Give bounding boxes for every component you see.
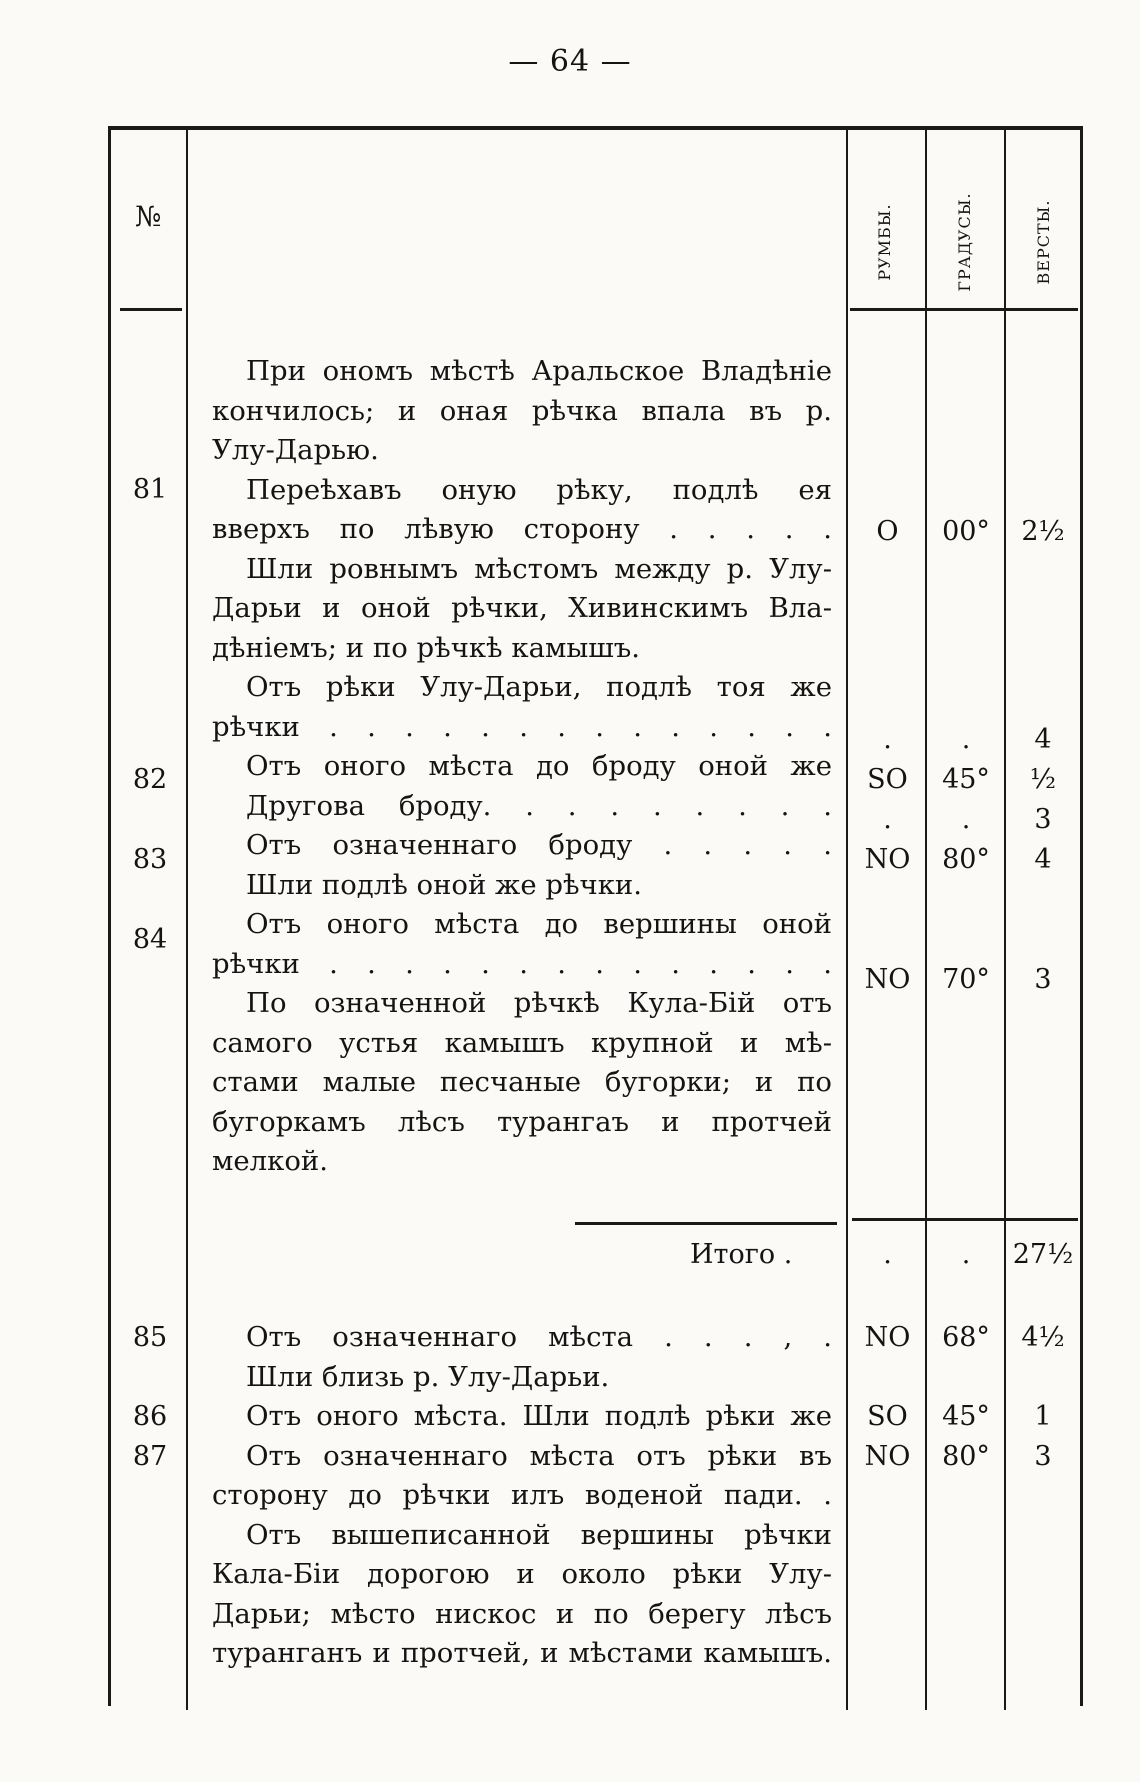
versty-column-header: ВЕРСТЫ. — [1034, 199, 1053, 285]
versty-cell: ½ — [1029, 764, 1057, 795]
total-rule-right — [852, 1218, 1078, 1221]
text-line: рѣчки . . . . . . . . . . . . . . — [212, 710, 832, 743]
grad-cell: 45° — [942, 1401, 990, 1432]
left-border — [108, 126, 111, 1706]
text-line: мелкой. — [212, 1145, 328, 1177]
text-line: вверхъ по лѣвую сторону . . . . . — [212, 513, 832, 545]
grad-cell: . — [961, 804, 971, 835]
grad-cell: 80° — [942, 844, 990, 875]
text-line: Кала-Біи дорогою и около рѣки Улу- — [212, 1558, 832, 1590]
versty-cell: 4 — [1034, 844, 1052, 875]
text-line: Отъ означеннаго мѣста отъ рѣки въ — [246, 1439, 832, 1472]
rumb-cell: SO — [867, 1401, 908, 1432]
grad-cell: 80° — [942, 1441, 990, 1472]
header-rule-right — [850, 308, 1078, 311]
text-line: Отъ означеннаго мѣста . . . , . — [246, 1321, 832, 1353]
total-label: Итого . — [690, 1239, 793, 1270]
total-grad: . — [961, 1239, 971, 1270]
text-line: бугоркамъ лѣсъ турангаъ и протчей — [212, 1105, 832, 1138]
text-line: Отъ означеннаго броду . . . . . — [246, 829, 832, 861]
row-number: 83 — [132, 844, 168, 875]
text-line: Отъ оного мѣста до вершины оной — [246, 908, 832, 940]
rumb-cell: . — [883, 804, 892, 835]
text-line: Шли подлѣ оной же рѣчки. — [246, 868, 642, 901]
text-line: кончилось; и оная рѣчка впала въ р. — [212, 394, 832, 427]
versty-cell: 3 — [1034, 1441, 1052, 1472]
number-column-divider — [186, 130, 188, 1710]
page-number: — 64 — — [508, 44, 632, 79]
versty-cell: 4 — [1034, 724, 1052, 755]
text-line: сторону до рѣчки илъ воденой пади. . — [212, 1479, 832, 1511]
row-number: 82 — [132, 764, 168, 795]
grad-cell: . — [961, 724, 971, 755]
text-line: дѣніемъ; и по рѣчкѣ камышъ. — [212, 631, 641, 664]
text-line: туранганъ и протчей, и мѣстами камышъ. — [212, 1637, 832, 1669]
number-column-header: № — [135, 200, 162, 233]
text-line: стами малые песчаные бугорки; и по — [212, 1066, 832, 1098]
text-block-first — [212, 352, 832, 1182]
rumb-cell: NO — [864, 844, 911, 875]
rumby-column-header: РУМБЫ. — [875, 203, 894, 281]
text-line: Шли близь р. Улу-Дарьи. — [246, 1360, 610, 1393]
rumb-cell: NO — [864, 1441, 911, 1472]
rumb-cell: NO — [864, 964, 911, 995]
text-line: Улу-Дарью. — [212, 434, 379, 466]
rumb-cell: SO — [867, 764, 908, 795]
row-number: 84 — [132, 924, 168, 955]
text-line: По означенной рѣчкѣ Кула-Бій отъ — [246, 987, 832, 1019]
text-line: Отъ оного мѣста. Шли подлѣ рѣки же — [246, 1400, 832, 1432]
total-versty: 27½ — [1012, 1239, 1074, 1270]
row-number: 81 — [132, 474, 168, 505]
versty-cell: 3 — [1034, 804, 1052, 835]
rumb-cell: O — [876, 516, 899, 547]
text-block-second — [212, 1318, 832, 1674]
total-rumb: . — [883, 1239, 892, 1270]
text-line: Другова броду. . . . . . . . . — [246, 789, 832, 822]
rumb-cell: . — [883, 724, 892, 755]
grad-cell: 00° — [942, 516, 990, 547]
total-rule-text — [575, 1222, 837, 1225]
text-line: самого устья камышъ крупной и мѣ- — [212, 1026, 832, 1059]
row-number: 87 — [132, 1441, 168, 1472]
text-line: Отъ рѣки Улу-Дарьи, подлѣ тоя же — [246, 671, 832, 703]
text-column-divider — [846, 130, 848, 1710]
right-border — [1080, 126, 1083, 1706]
text-line: Шли ровнымъ мѣстомъ между р. Улу- — [246, 552, 832, 585]
versty-cell: 2½ — [1021, 516, 1065, 547]
versty-cell: 4½ — [1021, 1322, 1065, 1353]
row-number: 86 — [132, 1401, 168, 1432]
versty-cell: 1 — [1034, 1401, 1052, 1432]
row-number: 85 — [132, 1322, 168, 1353]
text-line: Дарьи и оной рѣчки, Хивинскимъ Вла- — [212, 592, 832, 624]
grad-cell: 68° — [942, 1322, 990, 1353]
text-line: При ономъ мѣстѣ Аральское Владѣніе — [246, 355, 832, 387]
text-line: Переѣхавъ оную рѣку, подлѣ ея — [246, 473, 832, 506]
header-rule-number — [120, 308, 182, 311]
versty-cell: 3 — [1034, 964, 1052, 995]
rumb-cell: NO — [864, 1322, 911, 1353]
text-line: Дарьи; мѣсто нискос и по берегу лѣсъ — [212, 1597, 832, 1630]
text-line: Отъ вышеписанной вершины рѣчки — [246, 1518, 832, 1551]
text-line: рѣчки . . . . . . . . . . . . . . — [212, 947, 832, 980]
gradusy-column-header: ГРАДУСЫ. — [955, 192, 974, 292]
top-rule — [108, 126, 1083, 130]
rumby-column-divider — [925, 130, 927, 1710]
grad-cell: 45° — [942, 764, 990, 795]
grad-cell: 70° — [942, 964, 990, 995]
text-line: Отъ оного мѣста до броду оной же — [246, 750, 832, 782]
